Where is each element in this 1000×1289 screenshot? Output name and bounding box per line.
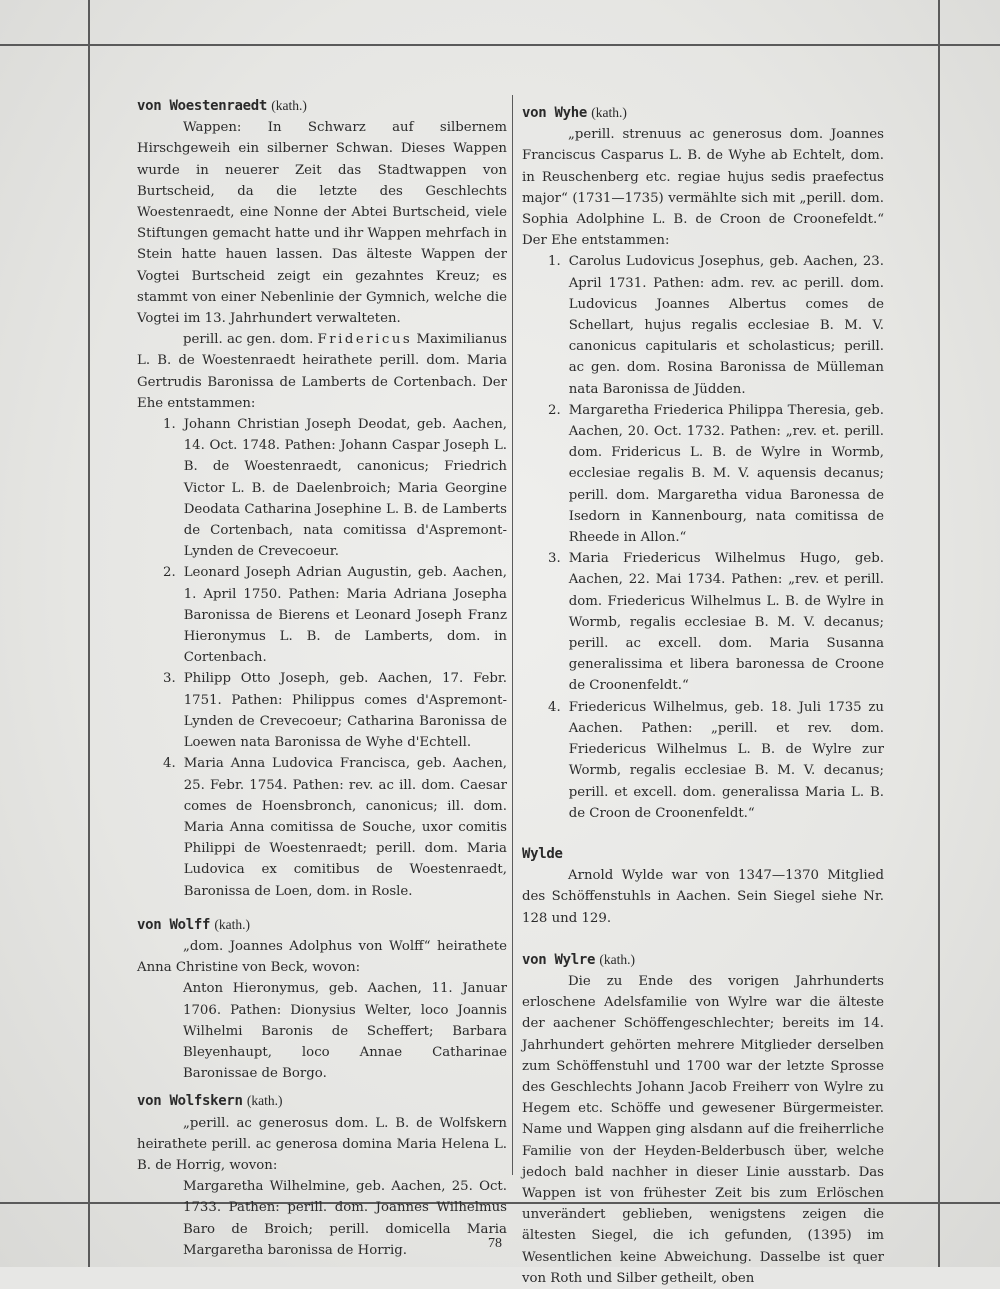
family-name: von Woestenraedt [137, 98, 268, 114]
child-entry [522, 697, 884, 824]
family-name: von Wolff [137, 916, 211, 933]
frame-right-rule [938, 0, 940, 1267]
entry-wylre [522, 949, 884, 1289]
child-number: 1. [548, 254, 561, 270]
entry-wylde [522, 844, 884, 929]
marriage-paragraph: „perill. ac generosus dom. L. B. de Wolfskern heirathete perill. ac generosa domina Maria Helena L. B. de Horrig, wovon: [137, 1115, 507, 1173]
entry-heading [522, 844, 884, 865]
spacer [522, 824, 884, 844]
page-number: 78 [488, 1236, 502, 1251]
child-number: 1. [163, 417, 176, 433]
left-column [137, 95, 507, 1261]
spacer [522, 929, 884, 949]
child-text: Margaretha Friederica Philippa Theresia, geb. Aachen, 20. Oct. 1732. Pathen: „rev. et. perill. dom. Fridericus L. B. de Wylre in Wormb, ecclesiae regalis B. M. V. aquensis decanus; perill. dom. Margaretha vidua Baronessa de Isedorn in Kannenbourg, nata comitissa de Rheede in Allon.“ [568, 402, 884, 546]
column-divider [512, 95, 513, 1175]
coat-of-arms-paragraph: Wappen: In Schwarz auf silbernem Hirschgeweih ein silberner Schwan. Dieses Wappen wurde in neuerer Zeit das Stadtwappen von Burtscheid, da die letzte des Geschlechts Woestenraedt, eine Nonne der Abtei Burtscheid, viele Stiftungen gemacht hatte und ihr Wappen mehrfach in Stein hatte hauen lassen. Das älteste Wappen der Vogtei Burtscheid zeigt ein gezahntes Kreuz; es stammt von einer Nebenlinie der Gymnich, welche die Vogtei im 13. Jahrhundert verwalteten. [137, 120, 507, 327]
entry-heading [137, 1090, 507, 1112]
entry-heading [137, 914, 507, 936]
intro-before: perill. ac gen. dom. [183, 332, 314, 348]
marriage-paragraph: „perill. strenuus ac generosus dom. Joannes Franciscus Casparus L. B. de Wyhe ab Echtelt, dom. in Reuschenberg etc. regiae hujus sedis praefectus major“ (1731—1735) vermählte sich mit „perill. dom. Sophia Adolphine L. B. de Croon de Croonefeldt.“ Der Ehe entstammen: [522, 127, 884, 249]
child-number: 4. [163, 756, 176, 772]
entry-heading [522, 102, 884, 124]
family-name: von Wyhe [522, 105, 588, 121]
child-text: Friedericus Wilhelmus, geb. 18. Juli 1735 zu Aachen. Pathen: „perill. et rev. dom. Friedericus Wilhelmus L. B. de Wylre zur Wormb, regalis ecclesiae B. M. V. decanus; perill. et excell. dom. generalissa Maria L. B. de Croon de Croonenfeldt.“ [568, 699, 884, 821]
child-number: 3. [548, 551, 561, 567]
entry-wolfskern [137, 1090, 507, 1261]
entry-heading [522, 949, 884, 971]
child-number: 2. [548, 402, 561, 418]
child-number: 3. [163, 671, 176, 687]
confession-note: (kath.) [214, 916, 251, 932]
child-entry [137, 414, 507, 562]
child-text: Maria Anna Ludovica Francisca, geb. Aachen, 25. Febr. 1754. Pathen: rev. ac ill. dom. Caesar comes de Hoensbronch, canonicus; ill. dom. Maria Anna comitissa de Souche, uxor comitis Philippi de Woestenraedt; perill. dom. Maria Ludovica ex comitibus de Woestenraedt, Baronissa de Loen, dom. in Rosle. [183, 756, 507, 899]
family-name: von Wolfskern [137, 1093, 243, 1110]
confession-note: (kath.) [271, 98, 307, 113]
family-name: von Wylre [522, 951, 596, 968]
child-text: Philipp Otto Joseph, geb. Aachen, 17. Febr. 1751. Pathen: Philippus comes d'Aspremont-Lynden de Crevecoeur; Catharina Baronissa de Loewen nata Baronissa de Wyhe d'Echtell. [183, 671, 507, 751]
child-entry [137, 668, 507, 753]
frame-left-rule [88, 0, 90, 1267]
marriage-paragraph [137, 329, 507, 414]
intro-spaced-name: Fridericus [317, 332, 413, 348]
child-text: Maria Friedericus Wilhelmus Hugo, geb. Aachen, 22. Mai 1734. Pathen: „rev. et perill. dom. Friedericus Wilhelmus L. B. de Wylre in Wormb, regalis ecclesiae B. M. V. decanus; perill. ac excell. dom. Maria Susanna generalissima et libera baronessa de Croone de Croonenfeldt.“ [568, 551, 884, 694]
marriage-paragraph: „dom. Joannes Adolphus von Wolff“ heirathete Anna Christine von Beck, wovon: [137, 938, 507, 976]
right-column [522, 102, 884, 1289]
entry-wolff [137, 914, 507, 1085]
family-name: Wylde [522, 845, 563, 862]
entry-wyhe [522, 102, 884, 824]
child-paragraph: Margaretha Wilhelmine, geb. Aachen, 25. Oct. 1733. Pathen: perill. dom. Joannes Wilhelmus Baro de Broich; perill. domicella Maria Margaretha baronissa de Horrig. [183, 1179, 507, 1258]
entry-woestenraedt [137, 95, 507, 902]
child-text: Carolus Ludovicus Josephus, geb. Aachen, 23. April 1731. Pathen: adm. rev. ac perill. dom. Ludovicus Joannes Albertus comes de Schellart, hujus regalis ecclesiae B. M. V. canonicus capitularis et scholasticus; perill. ac gen. dom. Rosina Baronissa de Mülleman nata Baronissa de Jüdden. [568, 254, 884, 397]
child-number: 4. [548, 699, 561, 715]
child-number: 2. [163, 565, 176, 581]
child-entry [522, 251, 884, 399]
child-paragraph: Anton Hieronymus, geb. Aachen, 11. Januar 1706. Pathen: Dionysius Welter, loco Joannis Wilhelmi Baronis de Scheffert; Barbara Bleyenhaupt, loco Annae Catharinae Baronissae de Borgo. [183, 981, 507, 1082]
confession-note: (kath.) [599, 951, 636, 967]
intro-after: Maximilianus L. B. de Woestenraedt heirathete perill. dom. Maria Gertrudis Baronissa de Lamberts de Cortenbach. Der Ehe entstammen: [137, 332, 507, 411]
child-entry [522, 400, 884, 548]
body-paragraph: Arnold Wylde war von 1347—1370 Mitglied des Schöffenstuhls in Aachen. Sein Siegel siehe Nr. 128 und 129. [522, 868, 884, 926]
entry-heading [137, 95, 507, 117]
confession-note: (kath.) [246, 1093, 283, 1109]
frame-top-rule [0, 44, 1000, 46]
body-paragraph: Die zu Ende des vorigen Jahrhunderts erloschene Adelsfamilie von Wylre war die älteste der aachener Schöffengeschlechter; bereits im 14. Jahrhundert gehörten mehrere Mitglieder derselben zum Schöffenstuhl und 1700 war der letzte Sprosse des Geschlechts Johann Jacob Freiherr von Wylre zu Hegem etc. Schöffe und gewesener Bürgermeister. Name und Wappen ging alsdann auf die freiherrliche Familie von der Heyden-Belderbusch über, welche jedoch bald nachher in dieser Linie ausstarb. Das Wappen ist von frühester Zeit bis zum Erlöschen unverändert geblieben, wenigstens zeigen die ältesten Siegel, die ich gefunden, (1395) im Wesentlichen keine Abweichung. Dasselbe ist quer von Roth und Silber getheilt, oben [522, 973, 884, 1286]
child-text: Johann Christian Joseph Deodat, geb. Aachen, 14. Oct. 1748. Pathen: Johann Caspar Joseph L. B. de Woestenraedt, canonicus; Friedrich Victor L. B. de Daelenbroich; Maria Georgine Deodata Catharina Josephine L. B. de Lamberts de Cortenbach, nata comitissa d'Aspremont-Lynden de Crevecoeur. [183, 417, 507, 560]
child-text: Leonard Joseph Adrian Augustin, geb. Aachen, 1. April 1750. Pathen: Maria Adriana Josepha Baronissa de Bierens et Leonard Joseph Franz Hieronymus L. B. de Lamberts, dom. in Cortenbach. [183, 565, 507, 666]
spacer [137, 902, 507, 914]
child-entry [137, 562, 507, 668]
child-entry [137, 753, 507, 901]
child-entry [522, 548, 884, 696]
confession-note: (kath.) [591, 105, 627, 120]
